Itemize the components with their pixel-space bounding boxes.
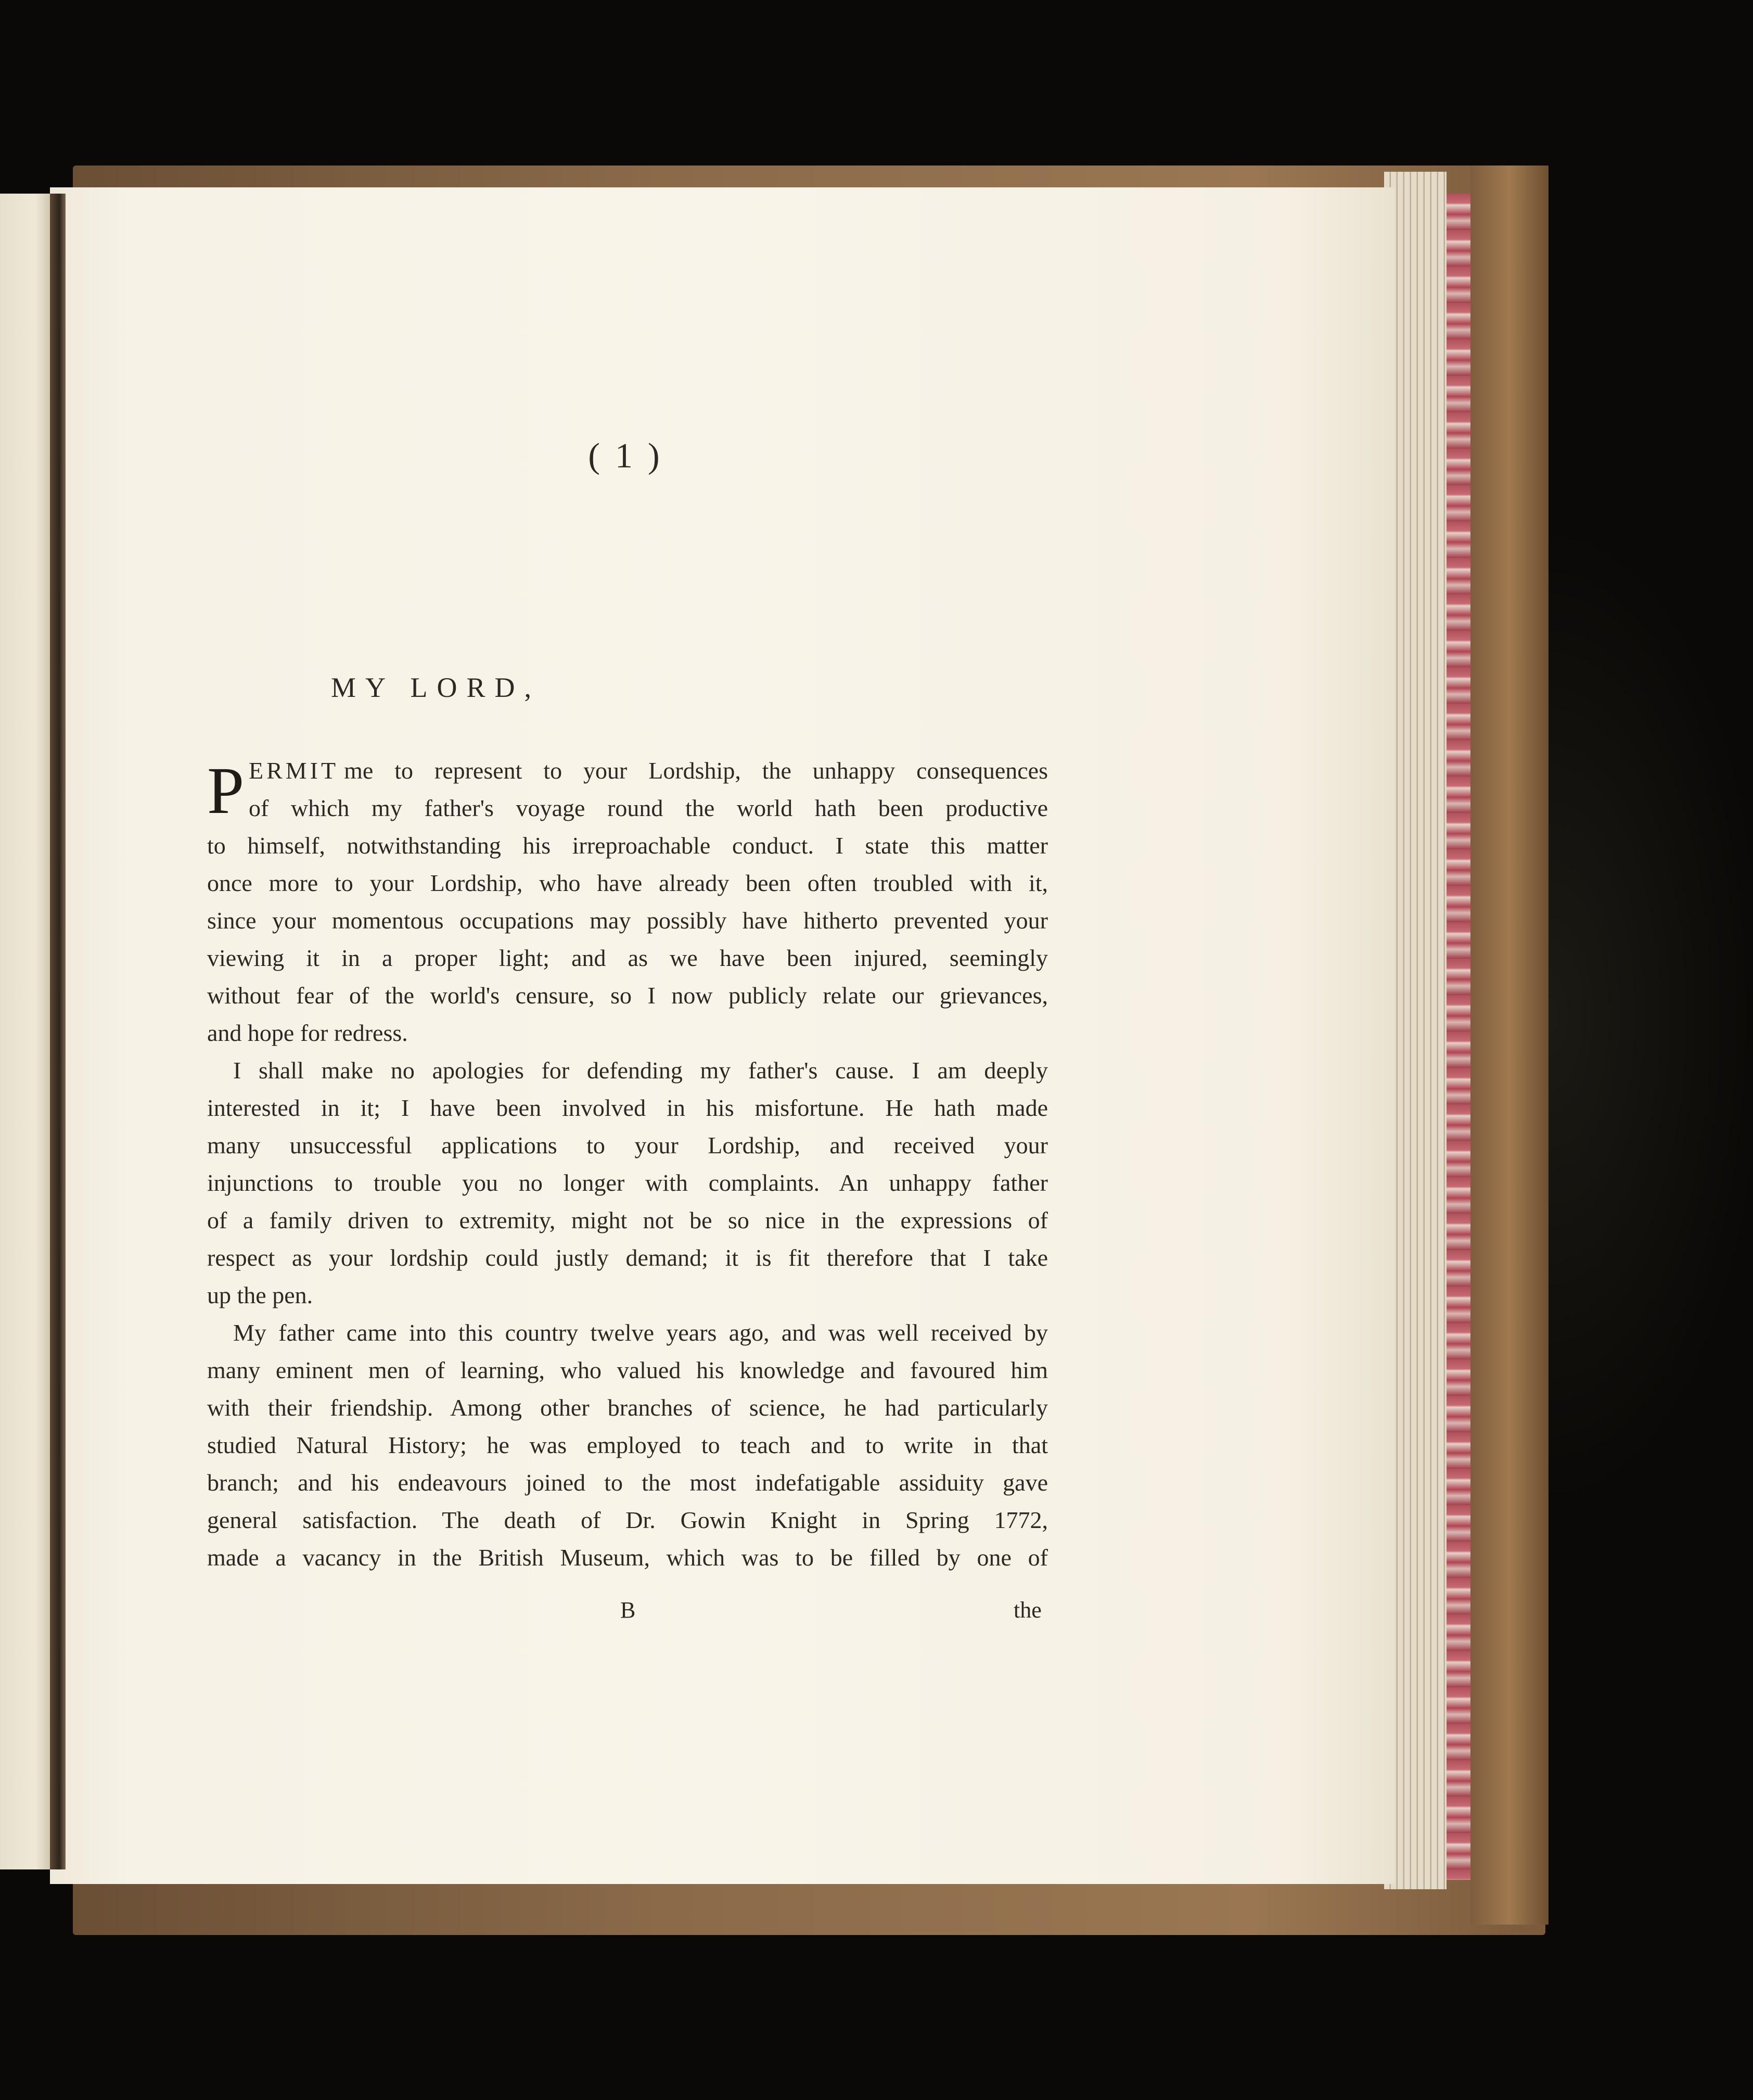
text-line: of a family driven to extremity, might not be so nice in the expressions of — [207, 1207, 1048, 1233]
book-page — [50, 187, 1394, 1884]
body-text — [207, 752, 1048, 1576]
text-line: studied Natural History; he was employed to teach and to write in that — [207, 1432, 1048, 1458]
text-line: general satisfaction. The death of Dr. Gowin Knight in Spring 1772, — [207, 1507, 1048, 1533]
text-line: many unsuccessful applications to your Lordship, and received your — [207, 1132, 1048, 1159]
text-line: of which my father's voyage round the world hath been productive — [249, 795, 1048, 821]
text-line: many eminent men of learning, who valued his knowledge and favoured him — [207, 1357, 1048, 1383]
text-line: without fear of the world's censure, so I now publicly relate our grievances, — [207, 982, 1048, 1009]
text-line: ERMIT me to represent to your Lordship, the unhappy consequences — [249, 757, 1048, 784]
text-line: with their friendship. Among other branches of science, he had particularly — [207, 1394, 1048, 1421]
facing-page-edge — [0, 194, 51, 1869]
text-line: interested in it; I have been involved in his misfortune. He hath made — [207, 1094, 1048, 1121]
paragraph — [207, 1052, 1048, 1314]
drop-cap: P — [207, 754, 245, 828]
text-line: to himself, notwithstanding his irreproachable conduct. I state this matter — [207, 832, 1048, 859]
salutation: MY LORD, — [331, 672, 541, 703]
text-line: up the pen. — [207, 1282, 313, 1308]
text-line: injunctions to trouble you no longer with complaints. An unhappy father — [207, 1169, 1048, 1196]
text-line: made a vacancy in the British Museum, which was to be filled by one of — [207, 1544, 1048, 1571]
text-line: once more to your Lordship, who have already been often troubled with it, — [207, 870, 1048, 896]
signature-mark: B — [620, 1597, 636, 1623]
catchword: the — [1014, 1597, 1042, 1623]
text-line: I shall make no apologies for defending my father's cause. I am deeply — [233, 1057, 1048, 1084]
text-line: respect as your lordship could justly demand; it is fit therefore that I take — [207, 1244, 1048, 1271]
text-line: viewing it in a proper light; and as we have been injured, seemingly — [207, 945, 1048, 971]
text-line: since your momentous occupations may possibly have hitherto prevented your — [207, 907, 1048, 934]
paragraph — [207, 1314, 1048, 1576]
book-gutter — [50, 194, 66, 1869]
page-number: ( 1 ) — [588, 436, 663, 475]
paragraph — [207, 752, 1048, 1052]
text-line: My father came into this country twelve years ago, and was well received by — [233, 1319, 1048, 1346]
back-board — [1470, 166, 1549, 1925]
lead-word: ERMIT — [249, 757, 339, 784]
sprinkled-page-edge — [1447, 194, 1470, 1880]
text-line: and hope for redress. — [207, 1020, 408, 1046]
text-line: branch; and his endeavours joined to the most indefatigable assiduity gave — [207, 1469, 1048, 1496]
